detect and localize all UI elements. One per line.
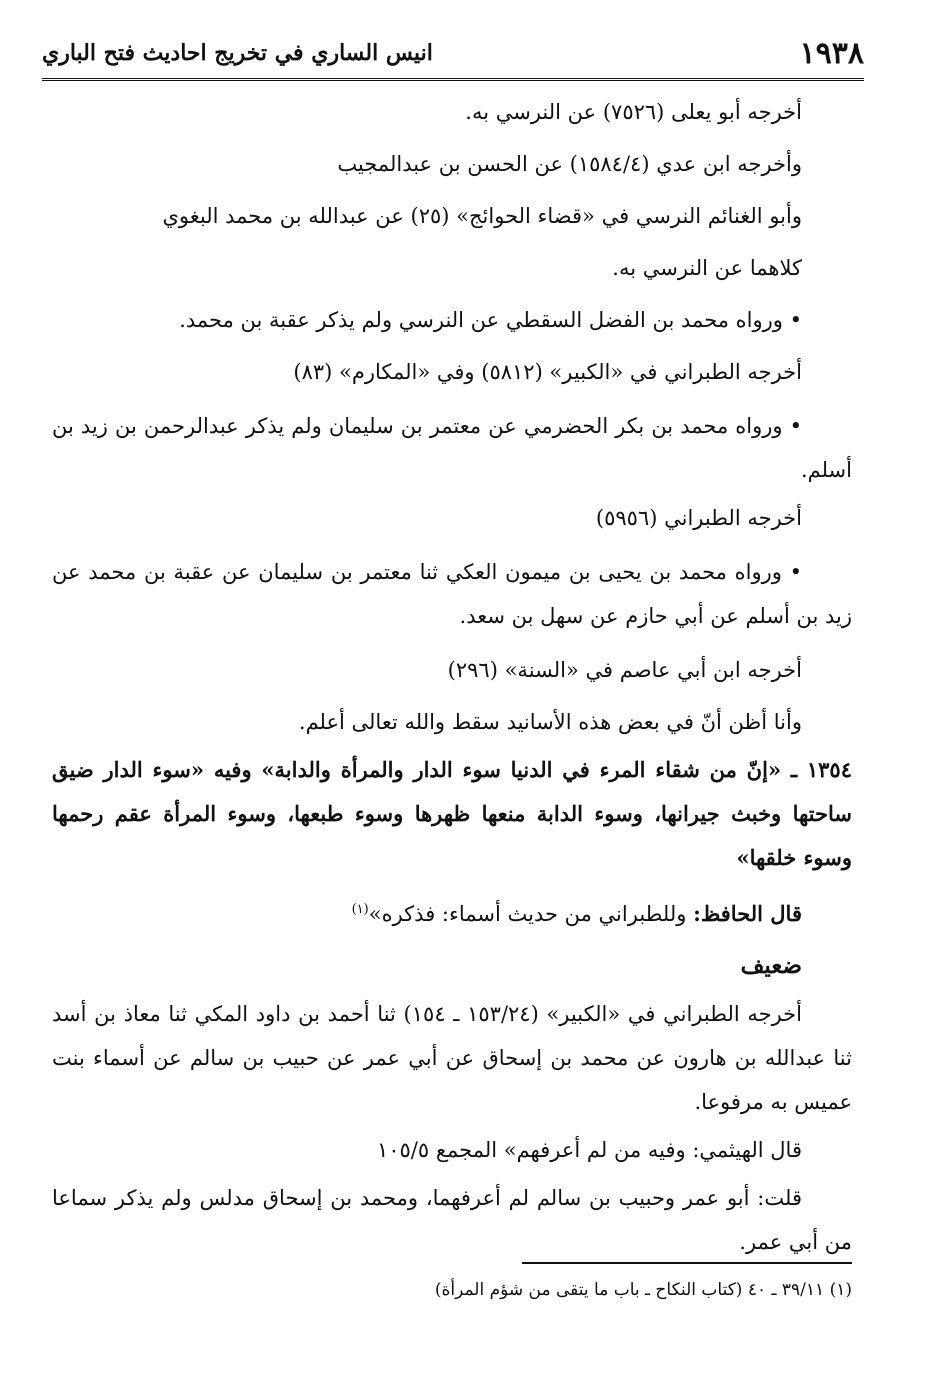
text-line: أخرجه الطبراني في «الكبير» (٥٨١٢) وفي «المكارم» (٨٣) [293, 360, 802, 384]
text-line: أخرجه ابن أبي عاصم في «السنة» (٢٩٦) [447, 658, 802, 682]
text-line: كلاهما عن النرسي به. [612, 256, 802, 280]
hafiz-text: وللطبراني من حديث أسماء: فذكره» [368, 902, 687, 926]
page-header [42, 28, 864, 81]
footnote-mark: (١) [351, 902, 369, 917]
bullet-paragraph: • ورواه محمد بن يحيى بن ميمون العكي ثنا معتمر بن سليمان عن عقبة بن محمد عن زيد بن أسلم عن أبي حازم عن سهل بن سعد. [52, 550, 852, 638]
text-line: وأبو الغنائم النرسي في «قضاء الحوائج» (٢٥) عن عبدالله بن محمد البغوي [162, 204, 802, 228]
bullet-line: • ورواه محمد بن الفضل السقطي عن النرسي ولم يذكر عقبة بن محمد. [52, 294, 852, 346]
grade-label: ضعيف [740, 952, 802, 979]
hafiz-label: قال الحافظ: [693, 901, 802, 926]
footnote: (١) ٣٩/١١ ـ ٤٠ (كتاب النكاح ـ باب ما يتقى من شؤم المرأة) [434, 1280, 852, 1300]
footnote-divider [522, 1262, 852, 1264]
running-title: انيس الساري في تخريج احاديث فتح الباري [42, 40, 433, 66]
bullet-paragraph: • ورواه محمد بن بكر الحضرمي عن معتمر بن سليمان ولم يذكر عبدالرحمن بن زيد بن أسلم. [52, 404, 852, 492]
text-line: وأخرجه ابن عدي (١٥٨٤/٤) عن الحسن بن عبدالمجيب [337, 152, 802, 176]
text-line: أخرجه الطبراني (٥٩٥٦) [595, 506, 802, 530]
page-body [52, 86, 852, 1264]
hafiz-line [52, 884, 852, 940]
text-line: أخرجه أبو يعلى (٧٥٢٦) عن النرسي به. [465, 100, 802, 124]
page-number: ١٩٣٨ [799, 35, 864, 71]
qultu-paragraph: قلت: أبو عمر وحبيب بن سالم لم أعرفهما، ومحمد بن إسحاق مدلس ولم يذكر سماعا من أبي عمر. [52, 1186, 852, 1254]
takhrij-paragraph: أخرجه الطبراني في «الكبير» (١٥٣/٢٤ ـ ١٥٤) ثنا أحمد بن داود المكي ثنا معاذ بن أسد ثنا عبدالله بن هارون عن محمد بن إسحاق عن أبي عمر عن حبيب بن سالم عن أسماء بنت عميس به مرفوعا. [52, 1002, 852, 1114]
hadith-text: ١٣٥٤ ـ «إنّ من شقاء المرء في الدنيا سوء الدار والمرأة والدابة» وفيه «سوء الدار ضيق ساحتها وخبث جيرانها، وسوء الدابة منعها ظهرها وسوء طبعها، وسوء المرأة عقم رحمها وسوء خلقها» [52, 757, 852, 870]
text-line: وأنا أظن أنّ في بعض هذه الأسانيد سقط والله تعالى أعلم. [298, 710, 802, 734]
haythami-line: قال الهيثمي: وفيه من لم أعرفهم» المجمع ١٠٥/٥ [376, 1138, 802, 1162]
